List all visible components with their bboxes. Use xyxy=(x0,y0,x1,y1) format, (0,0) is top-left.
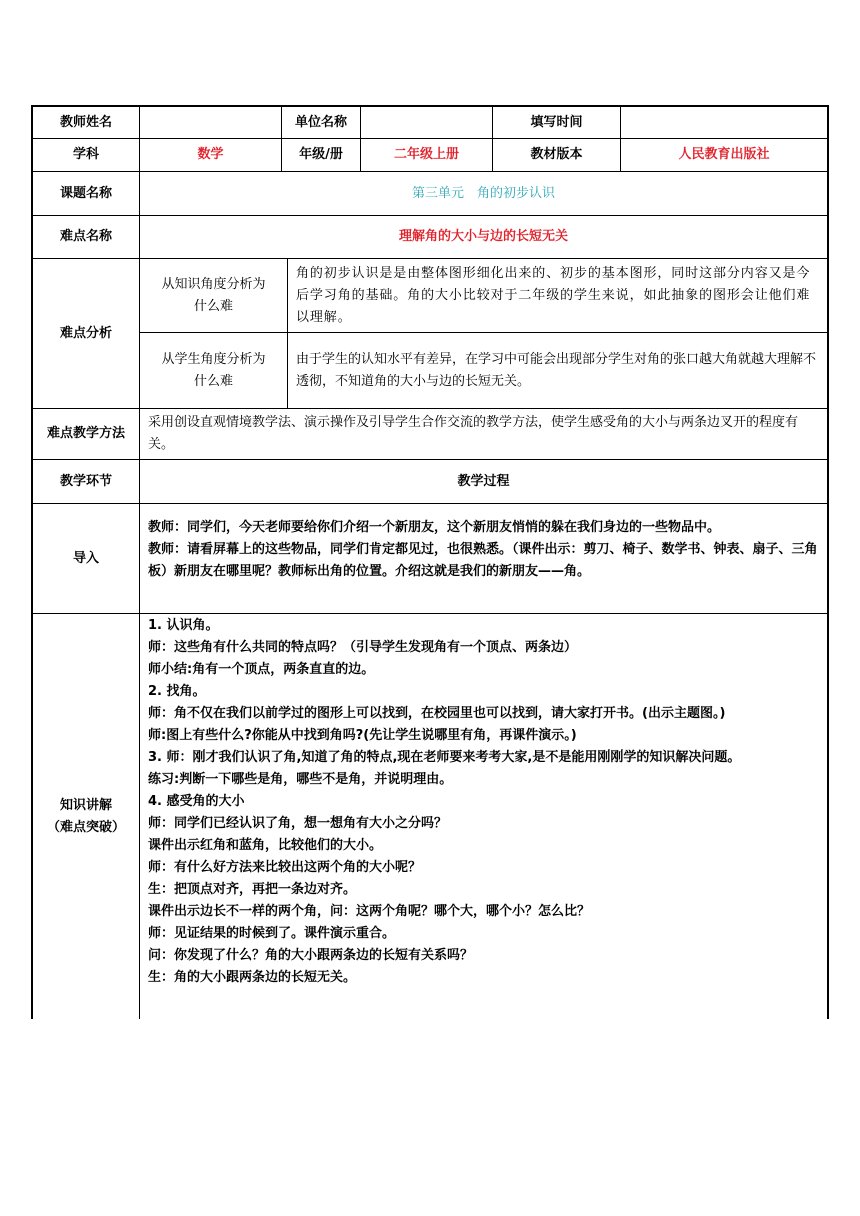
edition-label: 教材版本 xyxy=(530,147,583,162)
fill-time-label: 填写时间 xyxy=(530,114,583,130)
knowledge-angle-label-line2: 什么难 xyxy=(193,298,233,314)
intro-content xyxy=(140,504,827,613)
lecture-label xyxy=(33,614,139,1019)
teacher-name-label: 教师姓名 xyxy=(59,114,112,130)
lecture-line: 4. 感受角的大小 xyxy=(148,794,245,809)
fill-time-field xyxy=(621,107,827,138)
topic-label: 课题名称 xyxy=(59,185,112,201)
difficulty-value: 理解角的大小与边的长短无关 xyxy=(398,229,568,244)
method-text: 采用创设直观情境教学法、演示操作及引导学生合作交流的教学方法，使学生感受角的大小与两条边叉开的程度有关。 xyxy=(148,415,799,452)
lesson-plan-table xyxy=(31,105,829,1019)
lecture-line: 练习:判断一下哪些是角，哪些不是角，并说明理由。 xyxy=(148,772,453,787)
edition-value: 人民教育出版社 xyxy=(678,147,770,162)
intro-line: 教师：同学们，今天老师要给你们介绍一个新朋友，这个新朋友悄悄的躲在我们身边的一些物品中。 xyxy=(148,520,721,535)
process-header: 教学过程 xyxy=(457,473,510,489)
lecture-line: 问：你发现了什么？角的大小跟两条边的长短有关系吗？ xyxy=(148,948,474,963)
student-angle-label-line2: 什么难 xyxy=(193,373,233,389)
subject-label: 学科 xyxy=(72,147,99,162)
lecture-line: 2. 找角。 xyxy=(148,684,206,699)
lecture-line: 1. 认识角。 xyxy=(148,618,219,633)
grade-value: 二年级上册 xyxy=(393,147,459,162)
subject-value: 数学 xyxy=(197,147,224,162)
lecture-content xyxy=(140,614,827,1019)
student-angle-text: 由于学生的认知水平有差异，在学习中可能会出现部分学生对角的张口越大角就越大理解不透彻，不知道角的大小与边的长短无关。 xyxy=(296,352,817,389)
student-angle-label-line1: 从学生角度分析为 xyxy=(161,351,266,367)
lecture-line: 师小结:角有一个顶点，两条直直的边。 xyxy=(148,662,375,677)
intro-label: 导入 xyxy=(72,550,99,566)
lecture-line: 师：角不仅在我们以前学过的图形上可以找到，在校园里也可以找到，请大家打开书。(出示主题图。) xyxy=(148,706,726,721)
knowledge-angle-text: 角的初步认识是是由整体图形细化出来的、初步的基本图形，同时这部分内容又是今后学习角的基础。角的大小比较对于二年级的学生来说，如此抽象的图形会让他们难以理解。 xyxy=(296,266,811,325)
process-stage-label: 教学环节 xyxy=(59,473,112,489)
grade-label: 年级/册 xyxy=(299,147,343,162)
method-label: 难点教学方法 xyxy=(46,426,125,441)
lecture-line: 师：这些角有什么共同的特点吗？（引导学生发现角有一个顶点、两条边） xyxy=(148,640,578,655)
lecture-line: 师：有什么好方法来比较出这两个角的大小呢？ xyxy=(148,860,422,875)
lecture-line: 3. 师：刚才我们认识了角,知道了角的特点,现在老师要来考考大家,是不是能用刚刚学的知识解决问题。 xyxy=(148,750,741,765)
knowledge-angle-label xyxy=(140,259,287,332)
teacher-name-field xyxy=(140,107,281,138)
analysis-label: 难点分析 xyxy=(59,325,112,341)
student-angle-label xyxy=(140,333,287,408)
lecture-line: 生：把顶点对齐，再把一条边对齐。 xyxy=(148,882,357,897)
lecture-label-line1: 知识讲解 xyxy=(59,797,112,813)
lecture-line: 师:图上有些什么?你能从中找到角吗?(先让学生说哪里有角，再课件演示。) xyxy=(148,728,577,743)
intro-line: 教师：请看屏幕上的这些物品，同学们肯定都见过，也很熟悉。（课件出示：剪刀、椅子、数学书、钟表、扇子、三角板）新朋友在哪里呢？教师标出角的位置。介绍这就是我们的新朋友——角。 xyxy=(148,542,818,579)
rule xyxy=(827,105,829,1019)
lecture-line: 师：同学们已经认识了角，想一想角有大小之分吗？ xyxy=(148,816,448,831)
difficulty-label: 难点名称 xyxy=(59,229,112,244)
lecture-line: 课件出示红角和蓝角，比较他们的大小。 xyxy=(148,838,383,853)
lecture-line: 课件出示边长不一样的两个角，问：这两个角呢？哪个大，哪个小？怎么比？ xyxy=(148,904,591,919)
lecture-line: 生：角的大小跟两条边的长短无关。 xyxy=(148,970,357,985)
unit-name-field xyxy=(361,107,492,138)
unit-name-label: 单位名称 xyxy=(294,114,347,130)
lecture-line: 师：见证结果的时候到了。课件演示重合。 xyxy=(148,926,396,941)
knowledge-angle-label-line1: 从知识角度分析为 xyxy=(161,276,266,292)
lecture-label-line2: （难点突破） xyxy=(46,819,125,835)
topic-value: 第三单元 角的初步认识 xyxy=(411,185,555,201)
